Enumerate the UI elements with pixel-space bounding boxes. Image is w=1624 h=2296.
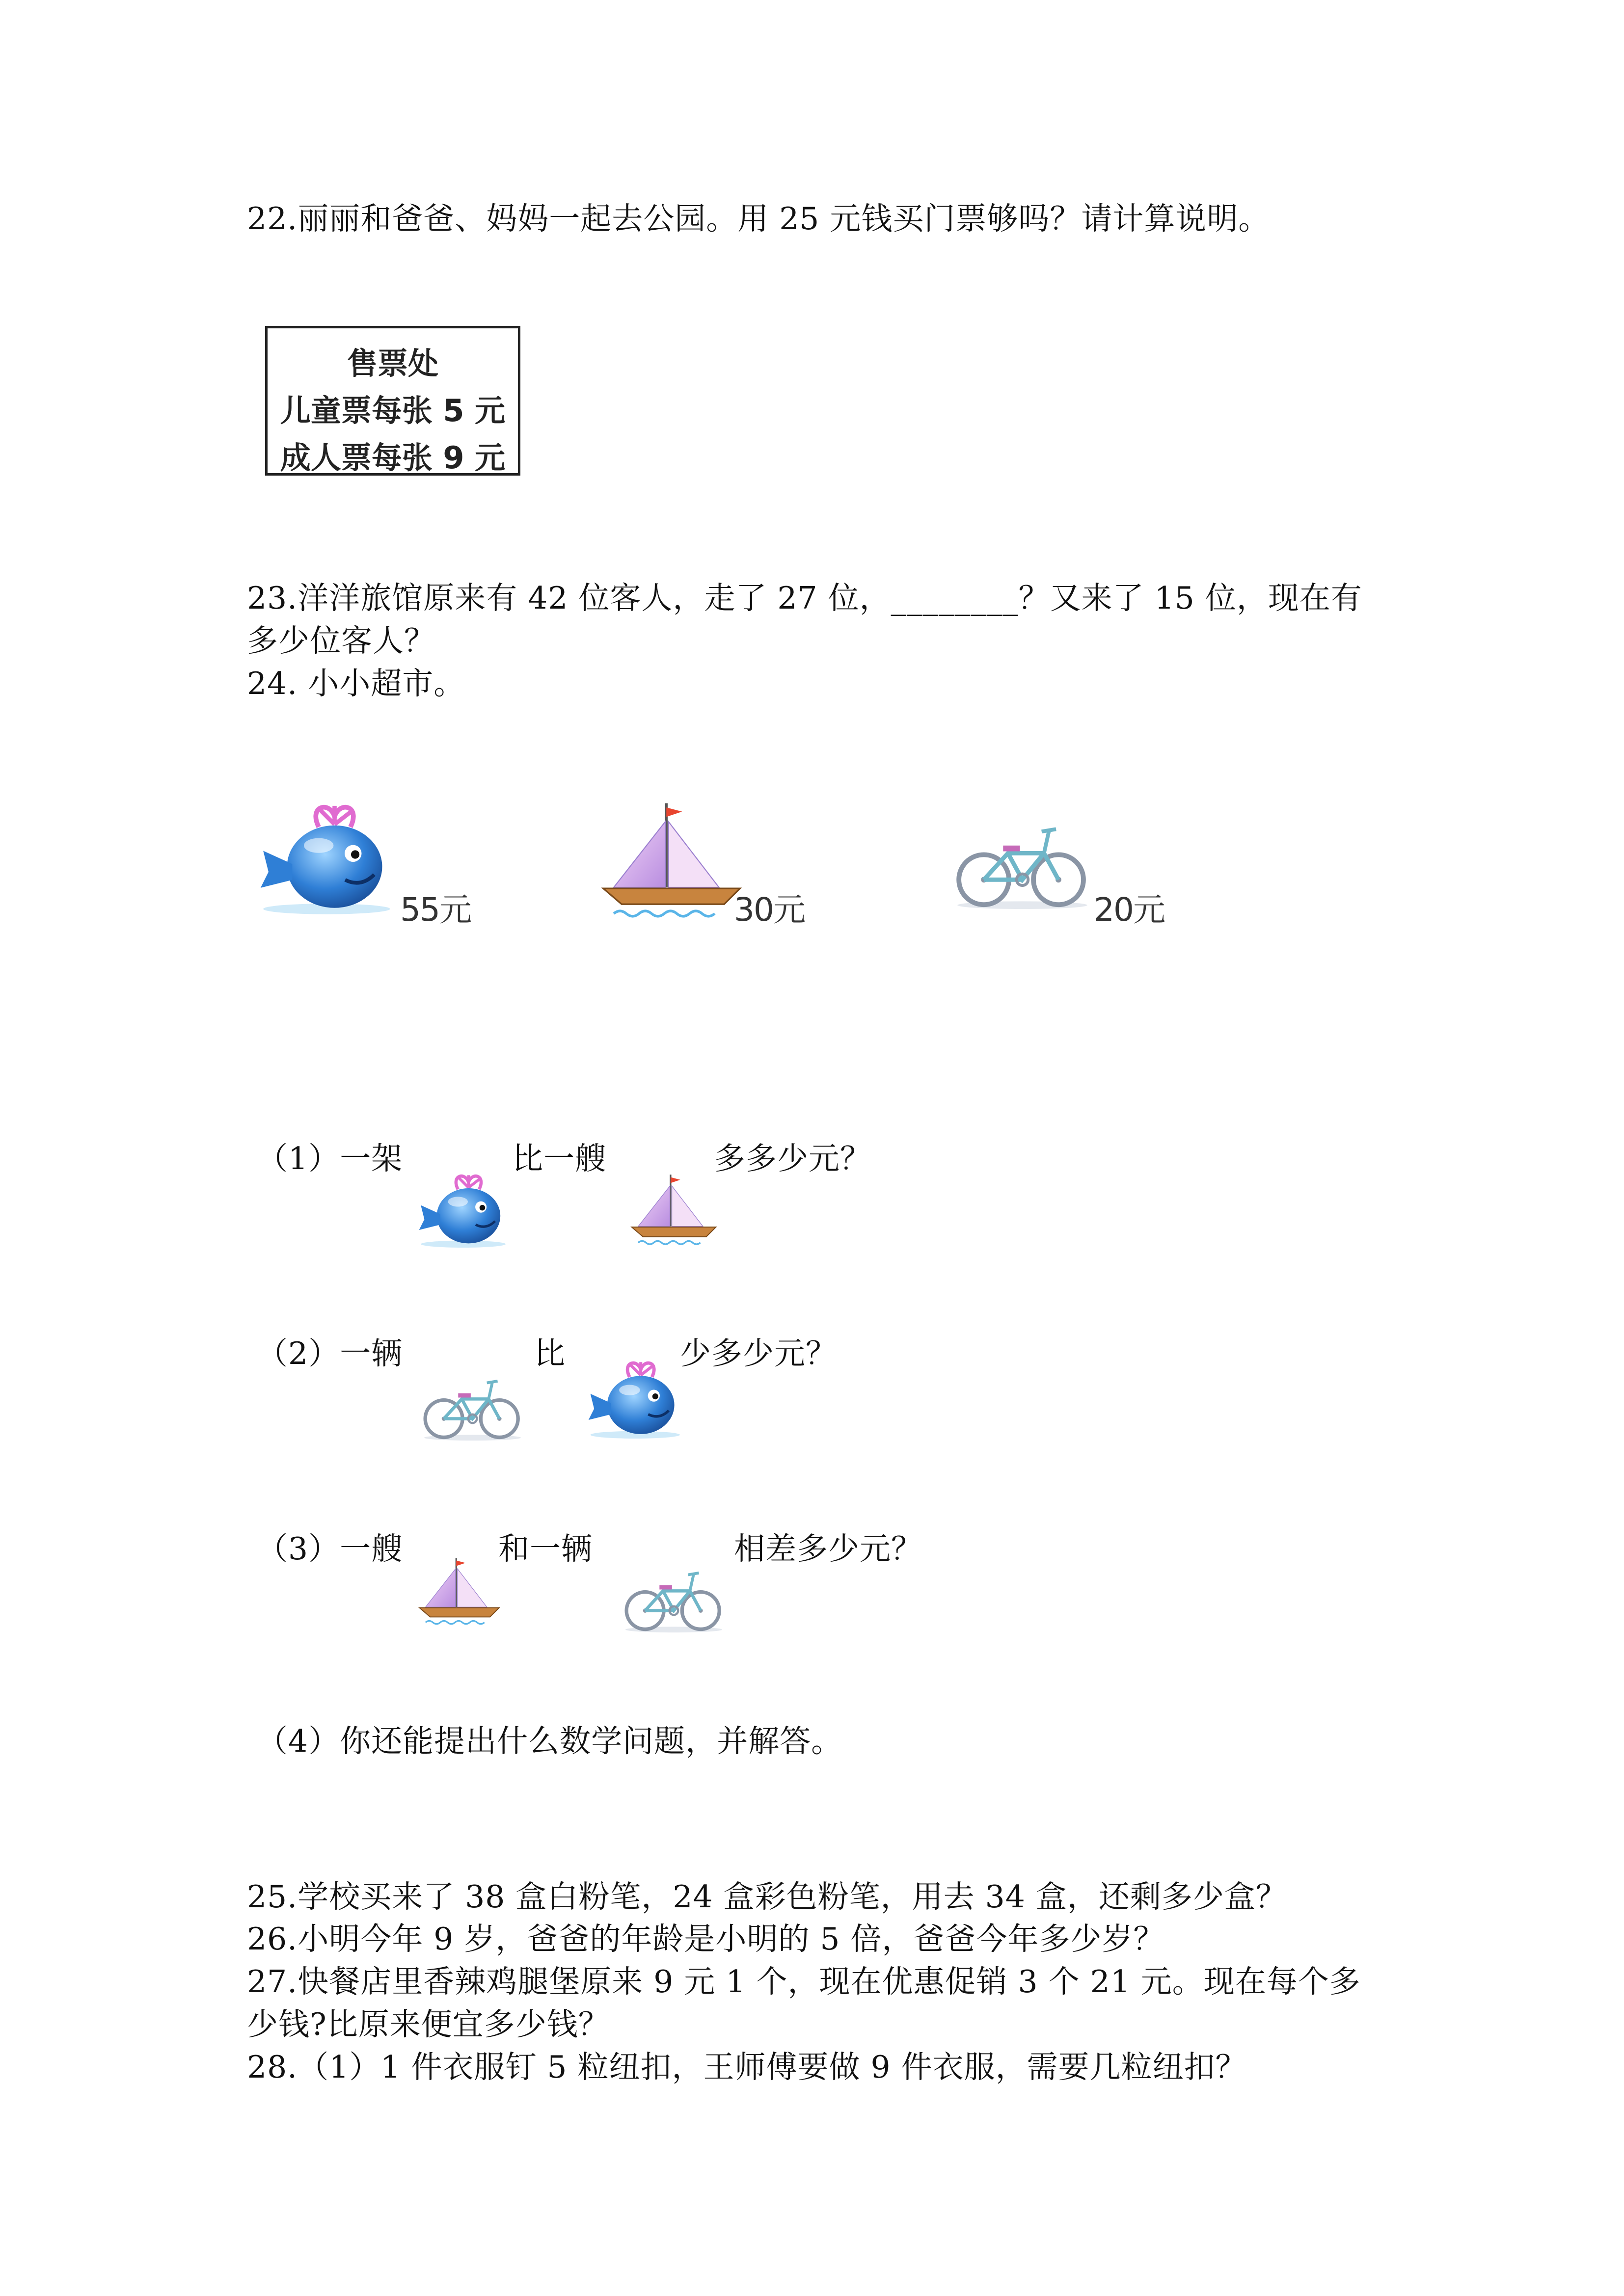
boat-price: 30元 xyxy=(734,891,805,929)
sub3-part-c: 相差多少元？ xyxy=(734,1531,922,1567)
ticket-adult-price: 成人票每张 9 元 xyxy=(280,440,506,476)
question-23-line1: 23.洋洋旅馆原来有 42 位客人，走了 27 位，________？又来了 15 位，现在有 xyxy=(247,580,1362,616)
sub1-part-a: （1）一架 xyxy=(257,1141,403,1176)
bicycle-price: 20元 xyxy=(1094,891,1164,929)
sub3-boat-icon xyxy=(416,1551,502,1629)
plane-price: 55元 xyxy=(400,891,471,929)
ticket-child-price: 儿童票每张 5 元 xyxy=(280,393,506,428)
question-26: 26.小明今年 9 岁，爸爸的年龄是小明的 5 倍，爸爸今年多少岁？ xyxy=(247,1921,1165,1957)
sub2-part-b: 比 xyxy=(534,1335,566,1371)
sub1-part-b: 比一艘 xyxy=(512,1141,606,1176)
ticket-sign-title: 售票处 xyxy=(347,346,438,381)
sub2-plane-icon xyxy=(584,1355,682,1448)
question-27-line2: 少钱?比原来便宜多少钱？ xyxy=(247,2006,610,2042)
sub2-part-a: （2）一辆 xyxy=(257,1335,403,1371)
sub3-bicycle-icon xyxy=(623,1562,724,1634)
sub4-question: （4）你还能提出什么数学问题，并解答。 xyxy=(257,1723,843,1759)
sub1-part-c: 多多少元？ xyxy=(714,1141,871,1176)
sub2-bicycle-icon xyxy=(422,1370,523,1442)
question-27-line1: 27.快餐店里香辣鸡腿堡原来 9 元 1 个，现在优惠促销 3 个 21 元。现在每个多 xyxy=(247,1964,1361,2000)
bicycle-icon xyxy=(955,815,1090,911)
question-28: 28.（1）1 件衣服钉 5 粒纽扣，王师傅要做 9 件衣服，需要几粒纽扣？ xyxy=(247,2049,1247,2085)
question-25: 25.学校买来了 38 盒白粉笔，24 盒彩色粉笔，用去 34 盒，还剩多少盒？ xyxy=(247,1879,1287,1915)
plane-icon xyxy=(255,795,393,928)
sub1-boat-icon xyxy=(628,1168,719,1249)
question-24-title: 24. 小小超市。 xyxy=(247,666,465,701)
boat-icon xyxy=(598,793,745,924)
sub1-plane-icon xyxy=(415,1168,508,1256)
sub3-part-b: 和一辆 xyxy=(498,1531,593,1567)
sub2-part-c: 少多少元？ xyxy=(680,1335,837,1371)
sub3-part-a: （3）一艘 xyxy=(257,1531,403,1567)
question-22: 22.丽丽和爸爸、妈妈一起去公园。用 25 元钱买门票够吗？请计算说明。 xyxy=(247,201,1270,237)
ticket-sign xyxy=(265,326,520,476)
question-23-line2: 多少位客人？ xyxy=(247,623,435,659)
